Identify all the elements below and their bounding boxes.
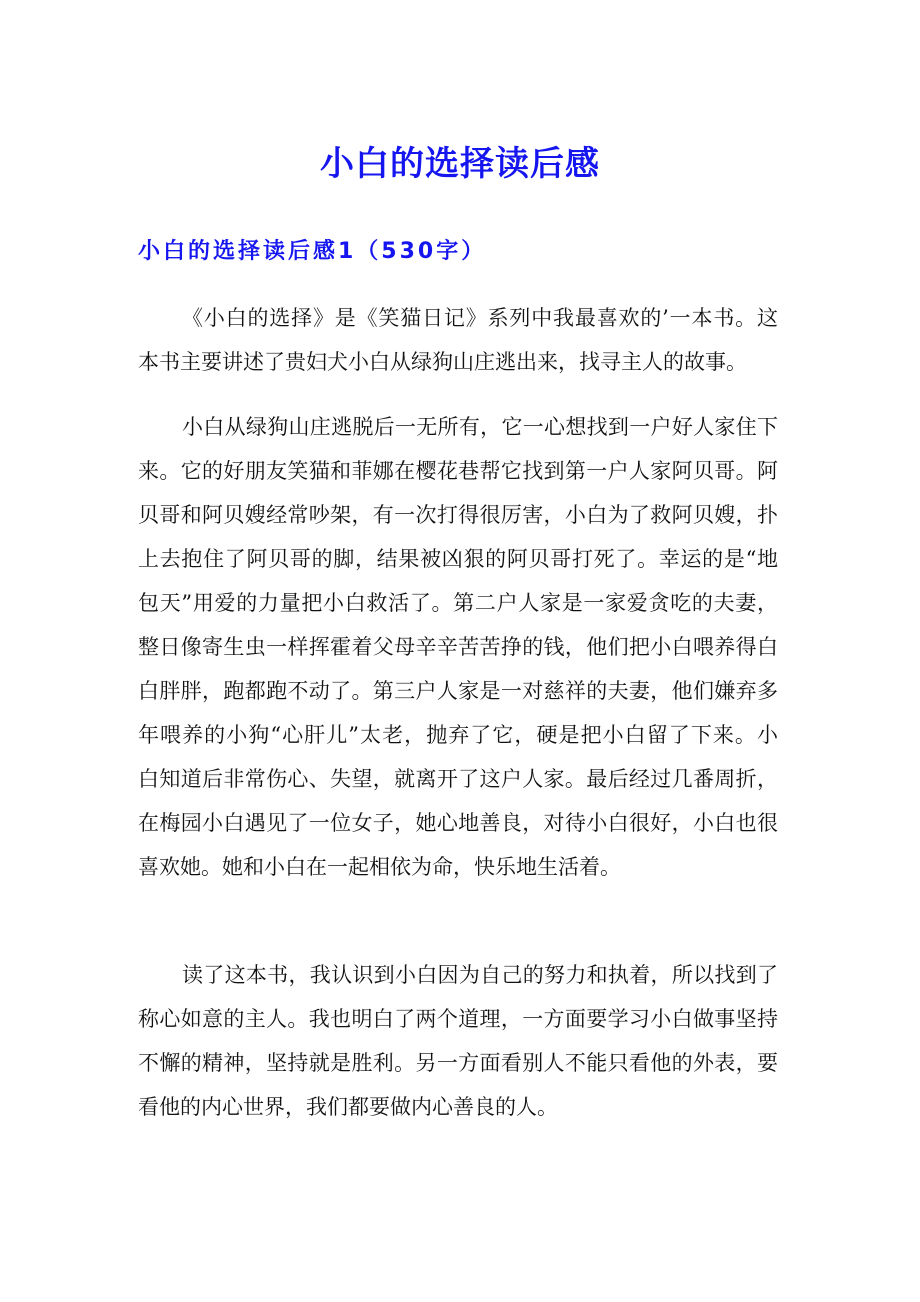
paragraph-2	[138, 405, 778, 889]
text-line: 本书主要讲述了贵妇犬小白从绿狗山庄逃出来，找寻主人的故事。	[138, 350, 747, 374]
text-line: 看他的内心世界，我们都要做内心善良的人。	[138, 1095, 558, 1119]
text-line: 不懈的精神，坚持就是胜利。另一方面看别人不能只看他的外表，要	[138, 1051, 778, 1075]
text-line: 来。它的好朋友笑猫和菲娜在樱花巷帮它找到第一户人家阿贝哥。阿	[138, 459, 778, 483]
paragraph-3	[138, 953, 778, 1129]
text-line: 在梅园小白遇见了一位女子，她心地善良，对待小白很好，小白也很	[138, 811, 778, 835]
text-line: 读了这本书，我认识到小白因为自己的努力和执着，所以找到了	[182, 963, 778, 987]
text-line: 《小白的选择》是《笑猫日记》系列中我最喜欢的’一本书。这	[182, 306, 778, 330]
text-line: 包天”用爱的力量把小白救活了。第二户人家是一家爱贪吃的夫妻，	[138, 591, 778, 615]
text-line: 喜欢她。她和小白在一起相依为命，快乐地生活着。	[138, 855, 621, 879]
text-line: 整日像寄生虫一样挥霍着父母辛辛苦苦挣的钱，他们把小白喂养得白	[138, 635, 778, 659]
text-line: 小白从绿狗山庄逃脱后一无所有，它一心想找到一户好人家住下	[182, 415, 778, 439]
text-line: 年喂养的小狗“心肝儿”太老，抛弃了它，硬是把小白留了下来。小	[138, 723, 778, 747]
page-title: 小白的选择读后感	[320, 144, 600, 184]
text-line: 称心如意的主人。我也明白了两个道理，一方面要学习小白做事坚持	[138, 1007, 778, 1031]
section-heading: 小白的选择读后感1（530字）	[138, 239, 487, 264]
text-line: 白知道后非常伤心、失望，就离开了这户人家。最后经过几番周折，	[138, 767, 778, 791]
text-line: 贝哥和阿贝嫂经常吵架，有一次打得很厉害，小白为了救阿贝嫂，扑	[138, 503, 778, 527]
text-line: 白胖胖，跑都跑不动了。第三户人家是一对慈祥的夫妻，他们嫌弃多	[138, 679, 778, 703]
text-line: 上去抱住了阿贝哥的脚，结果被凶狠的阿贝哥打死了。幸运的是“地	[138, 547, 778, 571]
paragraph-1	[138, 296, 778, 384]
